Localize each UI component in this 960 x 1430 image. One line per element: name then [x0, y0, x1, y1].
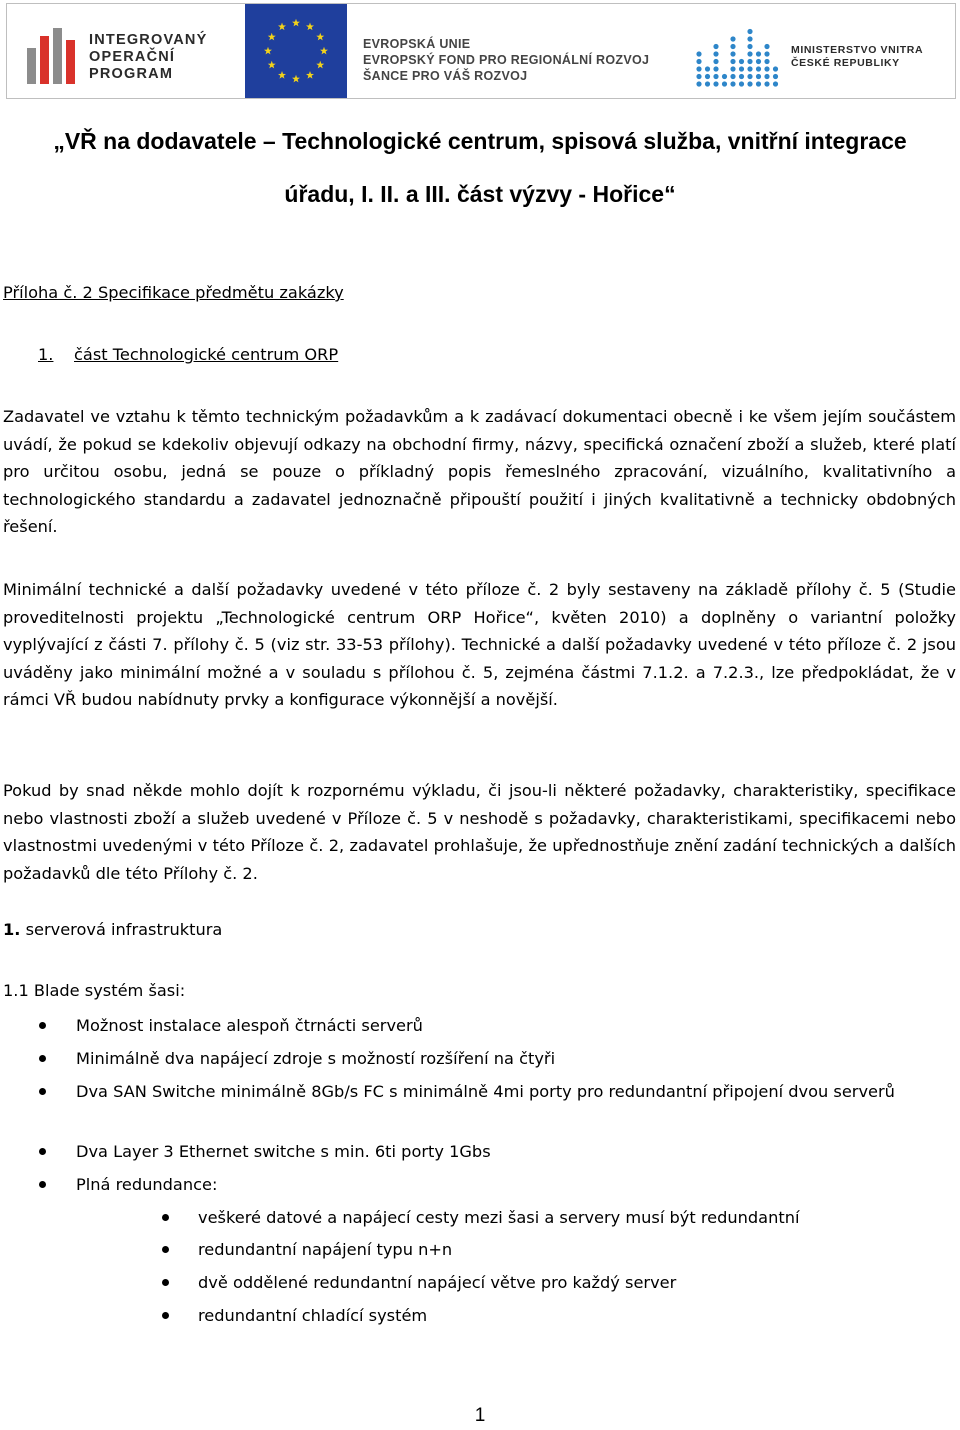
ministry-dot-icon: [756, 59, 761, 64]
list-item: Možnost instalace alespoň čtrnácti serverů: [76, 1016, 423, 1035]
ministry-dot-icon: [764, 59, 769, 64]
ministry-dot-icon: [696, 66, 701, 71]
ministry-dot-icon: [705, 66, 710, 71]
ministry-dot-icon: [696, 59, 701, 64]
document-title-line-1: „VŘ na dodavatele – Technologické centrum, spisová služba, vnitřní integrace: [53, 128, 907, 154]
ministry-dot-icon: [764, 44, 769, 49]
ministry-dot-icon: [756, 74, 761, 79]
ministry-dot-icon: [705, 81, 710, 86]
subsection-heading: 1.1 Blade systém šasi:: [3, 981, 186, 1000]
ministry-dot-icon: [764, 81, 769, 86]
eu-star-icon: [292, 19, 300, 27]
eu-star-icon: [264, 47, 272, 55]
section-number: 1.: [3, 920, 21, 939]
paragraph-2: Minimální technické a další požadavky uvedené v této příloze č. 2 byly sestaveny na základě přílohy č. 5 (Studie proveditelnosti projektu „Technologické centrum ORP Hořice“, květen 2010) a doplněny o variantní položky vyplývající z části 7. přílohy č. 5 (viz str. 33-53 přílohy). Technické a další požadavky uvedené v této příloze č. 2 jsou uváděny jako minimální možné a v souladu s přílohou č. 5, zejména částmi 7.1.2. a 7.2.3., lze předpokládat, že v rámci VŘ budou nabídnuty prvky a konfigurace výkonnější a novější.: [3, 580, 956, 709]
ministry-dot-icon: [713, 51, 718, 56]
ministry-dot-icon: [696, 81, 701, 86]
ministry-interior-logo: [695, 18, 945, 88]
eu-star-icon: [306, 71, 314, 79]
ministry-dot-icon: [730, 74, 735, 79]
bullet-dot-icon: [39, 1181, 46, 1188]
list-item: Minimálně dva napájecí zdroje s možností rozšíření na čtyři: [76, 1049, 556, 1068]
list-item: Dva Layer 3 Ethernet switche s min. 6ti porty 1Gbs: [76, 1142, 491, 1161]
eu-star-icon: [268, 33, 276, 41]
ministry-dot-icon: [730, 66, 735, 71]
list-item: Dva SAN Switche minimálně 8Gb/s FC s minimálně 4mi porty pro redundantní připojení dvou serverů: [76, 1082, 895, 1101]
paragraph-1: Zadavatel ve vztahu k těmto technickým požadavkům a k zadávací dokumentaci obecně i ke všem jejím součástem uvádí, že pokud se kdekoliv objevují odkazy na obchodní firmy, názvy, specifická označení zboží a služeb, které platí pro určitou osobu, jedná se pouze o příkladný popis řemeslného zpracování, vizuálního, kvalitativního a technologického standardu a zadavatel jednoznačně připouští použití i jiných kvalitativně a technicky obdobných řešení.: [3, 407, 956, 536]
ministry-dot-icon: [739, 81, 744, 86]
ministry-dot-icon: [730, 36, 735, 41]
bullet-dot-icon: [39, 1022, 46, 1029]
iop-logo-bars: [27, 28, 79, 84]
ministry-dot-icon: [773, 74, 778, 79]
ministry-dot-icon: [713, 44, 718, 49]
eu-star-icon: [306, 23, 314, 31]
iop-logo-text: INTEGROVANÝ OPERAČNÍ PROGRAM: [89, 32, 208, 82]
eu-star-icon: [278, 23, 286, 31]
list-item: Plná redundance:: [76, 1175, 218, 1194]
ministry-dot-icon: [764, 66, 769, 71]
ministry-dot-icon: [747, 51, 752, 56]
ministry-dot-icon: [713, 66, 718, 71]
bullet-dot-icon: [39, 1055, 46, 1062]
ministry-dot-icon: [747, 81, 752, 86]
eu-star-icon: [292, 75, 300, 83]
ministry-dot-icon: [747, 29, 752, 34]
bullet-dot-icon: [162, 1214, 169, 1221]
page-number: 1: [474, 1405, 486, 1426]
ministry-dot-icon: [739, 59, 744, 64]
ministry-dot-icon: [730, 44, 735, 49]
ministry-dot-icon: [696, 51, 701, 56]
ministry-dot-icon: [730, 51, 735, 56]
ministry-dot-icon: [747, 74, 752, 79]
ministry-dot-icon: [722, 74, 727, 79]
ministry-dot-icon: [713, 74, 718, 79]
ministry-dot-icon: [722, 81, 727, 86]
paragraph-3: Pokud by snad někde mohlo dojít k rozpornému výkladu, či jsou-li některé požadavky, charakteristiky, specifikace nebo vlastnosti zboží a služeb uvedené v Příloze č. 5 v neshodě s požadavky, charakteristikami, specifikacemi nebo vlastnostmi uvedenými v této Příloze č. 2, zadavatel prohlašuje, že upřednostňuje znění zadání technických a dalších požadavků dle této Přílohy č. 2.: [3, 781, 956, 883]
ministry-dot-icon: [747, 44, 752, 49]
bullet-dot-icon: [39, 1148, 46, 1155]
list-item: redundantní chladící systém: [198, 1306, 428, 1325]
list-item: veškeré datové a napájecí cesty mezi šasi a servery musí být redundantní: [198, 1208, 800, 1227]
ministry-dot-icon: [773, 81, 778, 86]
eu-star-icon: [316, 33, 324, 41]
ministry-dot-icon: [739, 74, 744, 79]
ministry-dot-icon: [705, 74, 710, 79]
bullet-dot-icon: [162, 1246, 169, 1253]
section-heading: [3, 920, 222, 939]
ministry-dot-icon: [713, 59, 718, 64]
section-title: serverová infrastruktura: [25, 920, 223, 939]
ministry-dot-icon: [713, 81, 718, 86]
list-item: dvě oddělené redundantní napájecí větve pro každý server: [198, 1273, 677, 1292]
ministry-dot-icon: [730, 81, 735, 86]
ministry-dot-icon: [756, 81, 761, 86]
ministry-dot-icon: [773, 66, 778, 71]
part-heading-number: 1.: [38, 345, 54, 364]
eu-logo-text: EVROPSKÁ UNIE EVROPSKÝ FOND PRO REGIONÁLNÍ ROZVOJ ŠANCE PRO VÁŠ ROZVOJ: [363, 37, 650, 83]
eu-star-icon: [316, 61, 324, 69]
ministry-dot-icon: [747, 66, 752, 71]
ministry-dot-icon: [756, 66, 761, 71]
ministry-dot-icon: [747, 59, 752, 64]
ministry-dot-icon: [730, 59, 735, 64]
ministry-dot-icon: [739, 66, 744, 71]
list-item: redundantní napájení typu n+n: [198, 1240, 453, 1259]
eu-logo: [245, 4, 675, 98]
ministry-logo-text: MINISTERSTVO VNITRA ČESKÉ REPUBLIKY: [791, 44, 924, 69]
ministry-dot-icon: [764, 51, 769, 56]
ministry-dot-icon: [764, 74, 769, 79]
ministry-dot-icon: [696, 74, 701, 79]
ministry-dots-icon: [695, 22, 781, 88]
eu-star-icon: [278, 71, 286, 79]
ministry-dot-icon: [756, 51, 761, 56]
eu-star-icon: [320, 47, 328, 55]
header-logo-bar: [6, 3, 956, 99]
annex-heading: Příloha č. 2 Specifikace předmětu zakázky: [3, 283, 344, 302]
part-heading-text: část Technologické centrum ORP: [74, 345, 339, 364]
bullet-dot-icon: [162, 1279, 169, 1286]
eu-flag-icon: [245, 4, 347, 98]
ministry-dot-icon: [747, 36, 752, 41]
bullet-dot-icon: [162, 1312, 169, 1319]
eu-star-icon: [268, 61, 276, 69]
iop-logo: [19, 18, 249, 88]
bullet-dot-icon: [39, 1088, 46, 1095]
document-title-line-2: úřadu, I. II. a III. část výzvy - Hořice“: [284, 181, 676, 207]
